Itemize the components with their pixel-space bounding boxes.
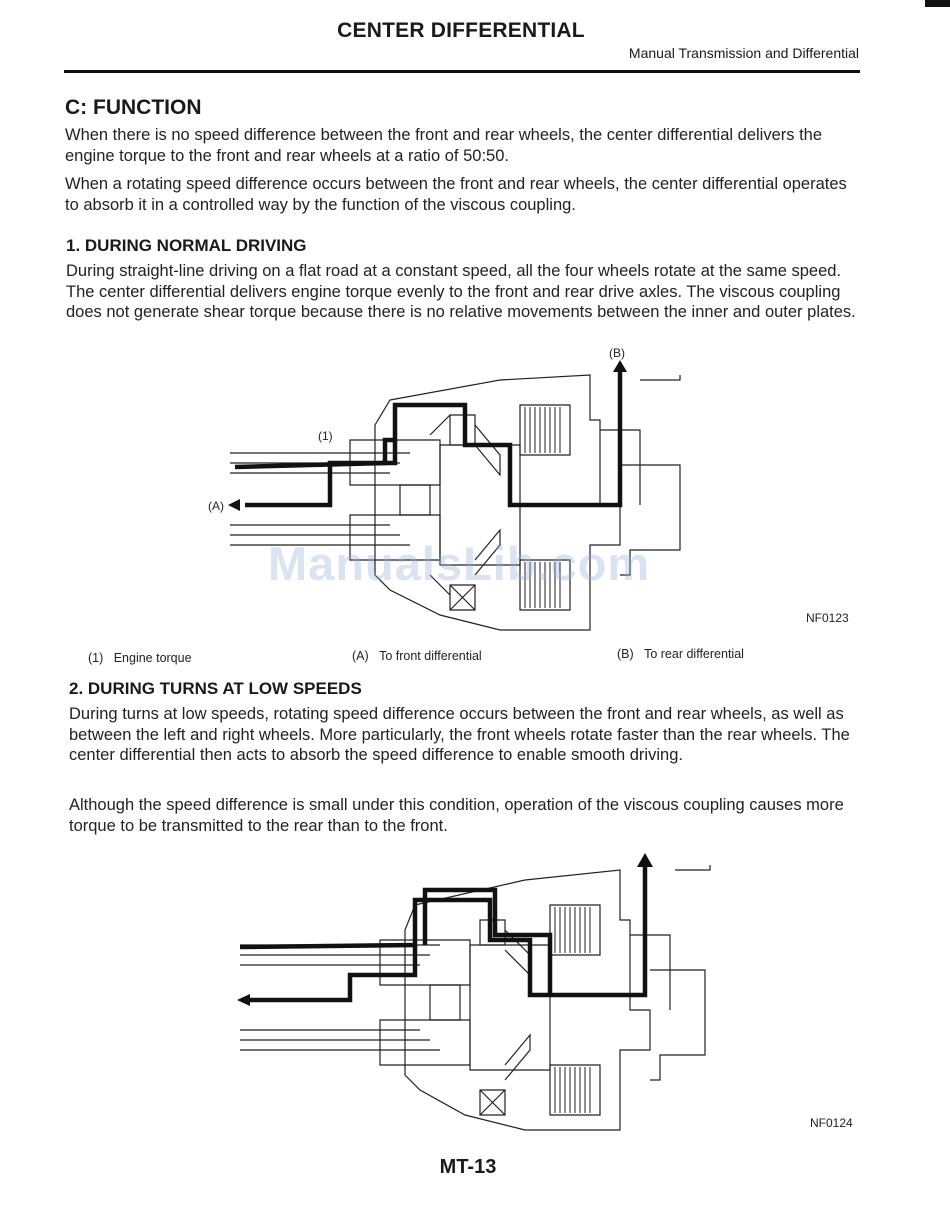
- page-number: MT-13: [439, 1156, 497, 1178]
- low-speed-turns-diagram: [225, 845, 725, 1135]
- legend-item-front-differential: [352, 649, 482, 663]
- function-paragraph-2: When a rotating speed difference occurs between the front and rear wheels, the center differential operates to absorb it in a controlled way by the function of the viscous coupling.: [65, 175, 847, 214]
- low-speed-paragraph-2: Although the speed difference is small under this condition, operation of the viscous coupling causes more torque to be transmitted to the rear than to the front.: [69, 796, 844, 835]
- legend-item-rear-differential: [617, 647, 744, 661]
- normal-driving-heading: 1. DURING NORMAL DRIVING: [66, 236, 307, 255]
- label-engine-torque-marker: (1): [318, 429, 333, 443]
- legend-text: Engine torque: [113, 651, 192, 665]
- page-header-subtitle: Manual Transmission and Differential: [628, 45, 859, 61]
- low-speed-turns-heading: 2. DURING TURNS AT LOW SPEEDS: [69, 679, 362, 698]
- corner-scan-mark: [925, 0, 950, 7]
- section-title: C: FUNCTION: [65, 96, 202, 119]
- figure-code-1: NF0123: [806, 611, 849, 625]
- low-speed-paragraph-1: During turns at low speeds, rotating speed difference occurs between the front and rear wheels, as well as between the left and right wheels. More particularly, the front wheels rotate faster than the rear wheels. The center differential then acts to absorb the speed difference to enable smooth driving.: [69, 705, 850, 764]
- legend-key: (B): [617, 647, 634, 661]
- legend-text: To rear differential: [644, 647, 744, 661]
- header-divider: [64, 70, 860, 73]
- legend-key: (A): [352, 649, 369, 663]
- legend-key: (1): [88, 651, 104, 665]
- label-front-marker: (A): [208, 499, 224, 513]
- watermark: ManualsLib.com: [268, 537, 651, 590]
- legend-text: To front differential: [379, 649, 482, 663]
- normal-driving-diagram: [200, 345, 700, 635]
- label-rear-marker: (B): [609, 346, 625, 360]
- legend-item-engine-torque: [88, 651, 192, 665]
- figure-code-2: NF0124: [810, 1116, 853, 1130]
- function-paragraph-1: When there is no speed difference between the front and rear wheels, the center differential delivers the engine torque to the front and rear wheels at a ratio of 50:50.: [65, 126, 823, 165]
- page-header-title: CENTER DIFFERENTIAL: [337, 19, 585, 42]
- normal-driving-paragraph: During straight-line driving on a flat road at a constant speed, all the four wheels rotate at the same speed. The center differential delivers engine torque evenly to the front and rear drive axles. The viscous coupling does not generate shear torque because there is no relative movements between the inner and outer plates.: [66, 262, 856, 321]
